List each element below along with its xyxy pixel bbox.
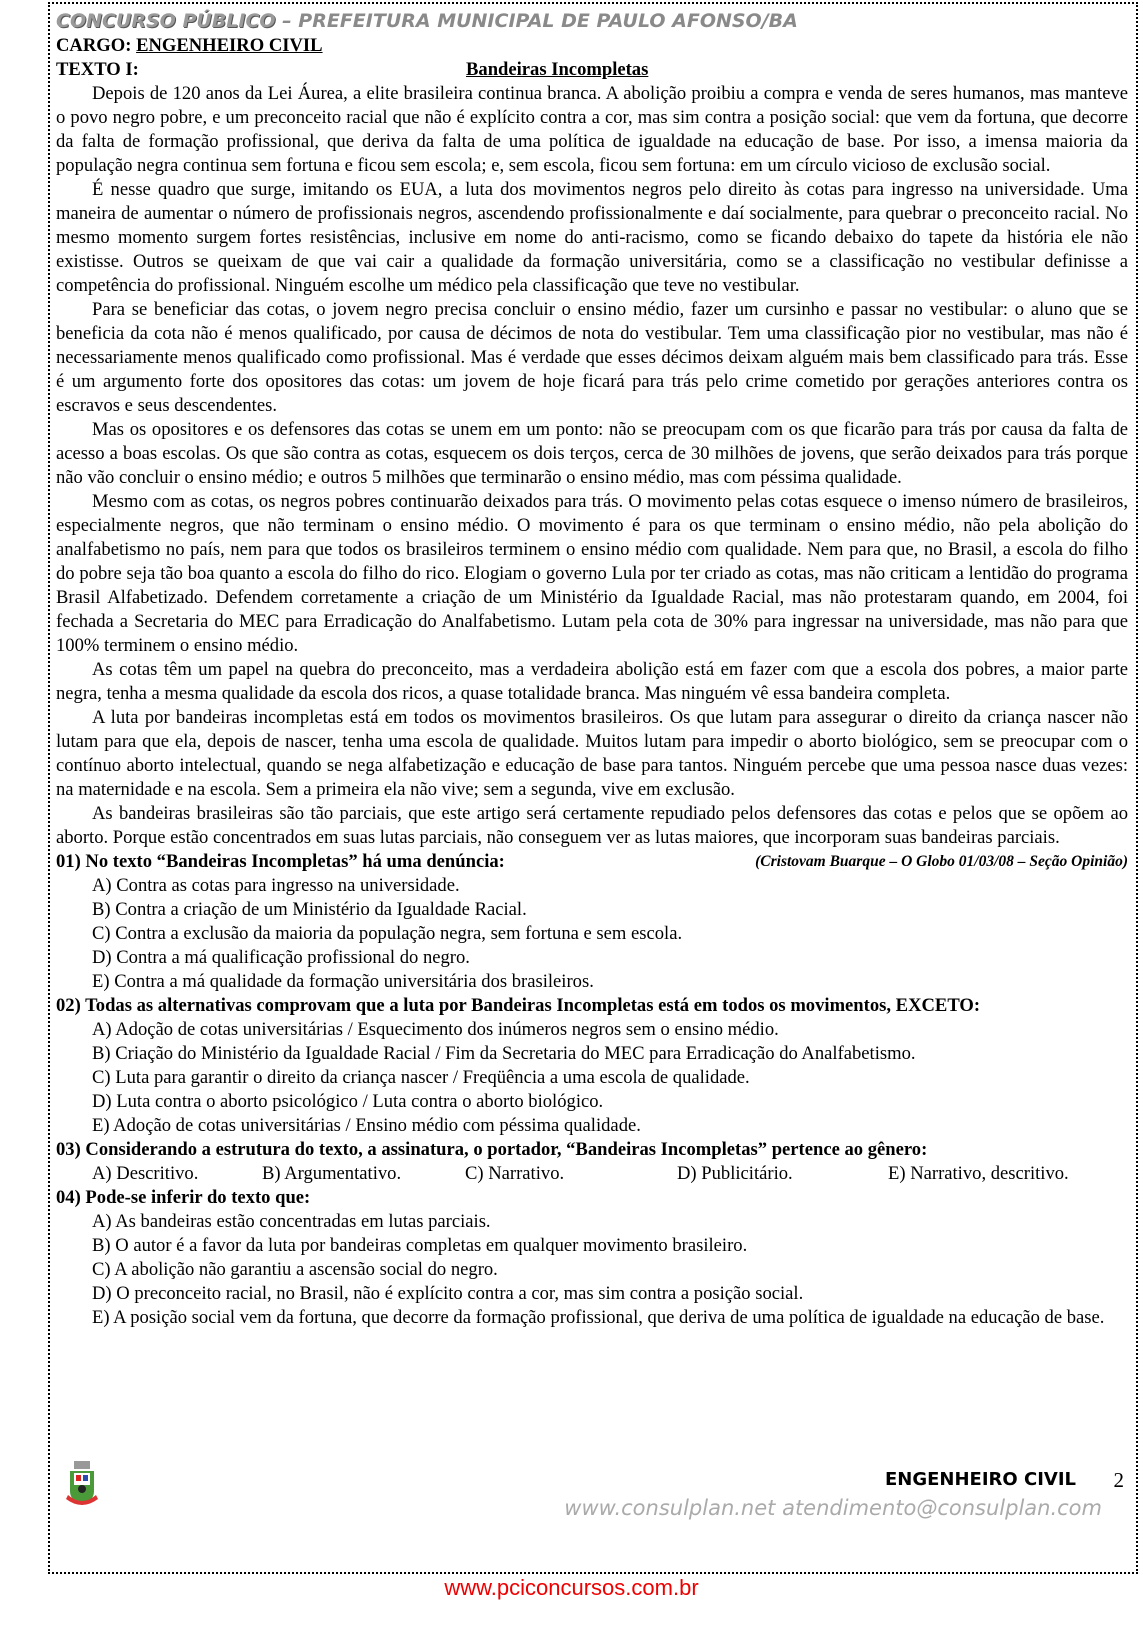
cargo-label: CARGO: [56, 35, 137, 56]
option: D) Luta contra o aborto psicológico / Luta contra o aborto biológico. [92, 1091, 604, 1112]
option: A) As bandeiras estão concentradas em lutas parciais. [92, 1211, 491, 1232]
option: D) Publicitário. [677, 1163, 793, 1184]
option: B) Contra a criação de um Ministério da Igualdade Racial. [92, 899, 527, 920]
question-4 [56, 1186, 1128, 1330]
option: B) O autor é a favor da luta por bandeiras completas em qualquer movimento brasileiro. [92, 1235, 748, 1256]
cargo-value: ENGENHEIRO CIVIL [136, 35, 323, 56]
paragraph: As cotas têm um papel na quebra do preconceito, mas a verdadeira abolição está em fazer com que a escola dos pobres, a maior parte negra, tenha a mesma qualidade da escola dos ricos, a quase totalidade branca. Mas ninguém vê essa bandeira completa. [56, 659, 1128, 704]
text-title: Bandeiras Incompletas [466, 59, 649, 80]
option: C) A abolição não garantiu a ascensão social do negro. [92, 1259, 498, 1280]
footer-contact: www.consulplan.net atendimento@consulplan.com [564, 1496, 1102, 1520]
texto-label: TEXTO I: [56, 59, 139, 80]
organization-label: – PREFEITURA MUNICIPAL DE PAULO AFONSO/BA [275, 10, 798, 32]
options-row [56, 1162, 1128, 1186]
option: A) Descritivo. [92, 1163, 199, 1184]
exam-page [48, 2, 1138, 1574]
pciconcursos-link[interactable]: www.pciconcursos.com.br [444, 1575, 699, 1600]
footer-cargo: ENGENHEIRO CIVIL [885, 1469, 1076, 1490]
option: A) Contra as cotas para ingresso na universidade. [92, 875, 460, 896]
option: B) Argumentativo. [262, 1163, 402, 1184]
paragraph: Mas os opositores e os defensores das cotas se unem em um ponto: não se preocupam com os que ficarão para trás por causa da falta de acesso a boas escolas. Os que são contra as cotas, esquecem os dois terços, cerca de 30 milhões de jovens, que serão deixados para trás porque não vão concluir o ensino médio; e outros 5 milhões que terminarão o ensino médio, mas com péssima qualidade. [56, 419, 1128, 488]
source-citation: (Cristovam Buarque – O Globo 01/03/08 – Seção Opinião) [755, 853, 1128, 870]
question-text: 01) No texto “Bandeiras Incompletas” há uma denúncia: [56, 851, 505, 872]
paragraph: A luta por bandeiras incompletas está em todos os movimentos brasileiros. Os que lutam para assegurar o direito da criança nascer não lutam para que ela, depois de nascer, tenha uma escola de qualidade. Muitos lutam para impedir o aborto biológico, sem se preocupar com o contínuo aborto intelectual, quando se nega alfabetização e educação de base para tantos. Ninguém percebe que uma pessoa nasce duas vezes: na maternidade e na escola. Sem a primeira ela não vive; sem a segunda, vive em exclusão. [56, 707, 1128, 800]
question-text: 03) Considerando a estrutura do texto, a assinatura, o portador, “Bandeiras Incompletas” pertence ao gênero: [56, 1139, 928, 1160]
option: E) Narrativo, descritivo. [888, 1163, 1069, 1184]
option: C) Narrativo. [465, 1163, 565, 1184]
paragraph: Mesmo com as cotas, os negros pobres continuarão deixados para trás. O movimento pelas cotas esquece o imenso número de brasileiros, especialmente negros, que não terminam o ensino médio. O movimento é para os que terminam o ensino médio, não pela abolição do analfabetismo no país, nem para que todos os brasileiros terminem o ensino médio com qualidade. Nem para que, no Brasil, a escola do filho do pobre seja tão boa quanto a escola do filho do rico. Elogiam o governo Lula por ter criado as cotas, mas não criticam a lentidão do programa Brasil Alfabetizado. Defendem corretamente a criação de um Ministério da Igualdade Racial, mas não protestaram quando, em 2004, foi fechada a Secretaria do MEC para Erradicação do Analfabetismo. Lutam pela cota de 30% para ingressar na universidade, mas não para que 100% terminem o ensino médio. [56, 491, 1128, 656]
paragraph: Para se beneficiar das cotas, o jovem negro precisa concluir o ensino médio, fazer um cursinho e passar no vestibular: o aluno que se beneficia da cota não é menos qualificado, por causa de décimos de nota do vestibular. Tem uma classificação pior no vestibular, mas não é necessariamente menos qualificado como profissional. Mas é verdade que esses décimos deixam alguém mais bem classificado para trás. Esse é um argumento forte dos opositores das cotas: um jovem de hoje ficará para trás pelo crime cometido por gerações anteriores contra os escravos e seus descendentes. [56, 299, 1128, 416]
cargo-line [56, 34, 1128, 58]
question-text: 04) Pode-se inferir do texto que: [56, 1187, 311, 1208]
question-3 [56, 1138, 1128, 1186]
option: C) Luta para garantir o direito da criança nascer / Freqüência a uma escola de qualidade. [92, 1067, 750, 1088]
paragraph-text: As bandeiras brasileiras são tão parciais, que este artigo será certamente repudiado pelos defensores das cotas e pelos que se opõem ao aborto. Porque estão concentrados em suas lutas parciais, não conseguem ver as lutas maiores, que incorporam suas bandeiras parciais. [56, 803, 1128, 848]
option: C) Contra a exclusão da maioria da população negra, sem fortuna e sem escola. [92, 923, 683, 944]
option: E) Contra a má qualidade da formação universitária dos brasileiros. [92, 971, 594, 992]
page-number: 2 [1113, 1468, 1124, 1492]
question-text: 02) Todas as alternativas comprovam que a luta por Bandeiras Incompletas está em todos os movimentos, EXCETO: [56, 995, 981, 1016]
contest-label: CONCURSO PÚBLICO [56, 10, 276, 32]
option: D) O preconceito racial, no Brasil, não é explícito contra a cor, mas sim contra a posição social. [92, 1283, 804, 1304]
paragraph: Depois de 120 anos da Lei Áurea, a elite brasileira continua branca. A abolição proibiu a compra e venda de seres humanos, mas manteve o povo negro pobre, e um preconceito racial que não é explícito contra a cor, mas sim contra a posição social: que vem da fortuna, que decorre da falta de formação profissional, que deriva da falta de uma política de igualdade na educação de base. Por isso, a imensa maioria da população negra continua sem fortuna e ficou sem escola; e, sem escola, ficou sem fortuna: em um círculo vicioso de exclusão social. [56, 83, 1128, 176]
paragraph: É nesse quadro que surge, imitando os EUA, a luta dos movimentos negros pelo direito às cotas para ingresso na universidade. Uma maneira de aumentar o número de profissionais negros, ascendendo profissionalmente e daí socialmente, para quebrar o preconceito racial. No mesmo momento surgem fortes resistências, inclusive em nome do anti-racismo, como se ficando debaixo do tapete da história ele não existisse. Outros se queixam de que vai cair a qualidade da formação universitária, como se a classificação no vestibular definisse a competência do profissional. Ninguém escolhe um médico pela classificação que teve no vestibular. [56, 179, 1128, 296]
municipal-coat-of-arms-icon [64, 1459, 100, 1507]
text-heading [56, 58, 1128, 82]
option: D) Contra a má qualificação profissional do negro. [92, 947, 470, 968]
option: E) Adoção de cotas universitárias / Ensino médio com péssima qualidade. [92, 1115, 641, 1136]
option: B) Criação do Ministério da Igualdade Racial / Fim da Secretaria do MEC para Erradicação do Analfabetismo. [92, 1043, 916, 1064]
exam-header [56, 8, 1128, 34]
option: A) Adoção de cotas universitárias / Esquecimento dos inúmeros negros sem o ensino médio. [92, 1019, 779, 1040]
question-2 [56, 994, 1128, 1138]
option: E) A posição social vem da fortuna, que decorre da formação profissional, que deriva de uma política de igualdade na educação de base. [92, 1307, 1105, 1328]
